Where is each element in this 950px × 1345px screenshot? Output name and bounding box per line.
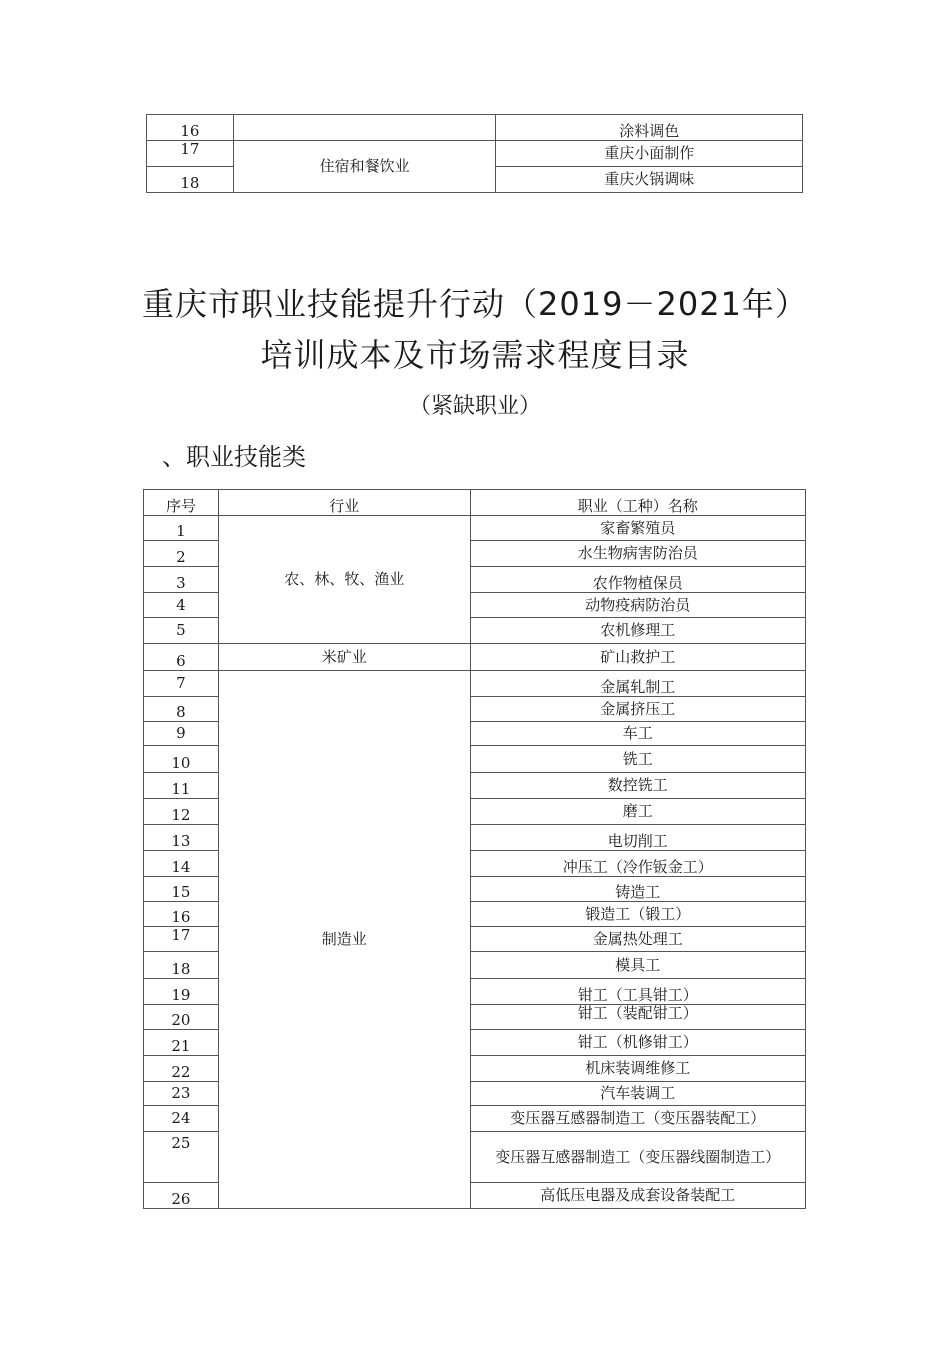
job-name: 变压器互感器制造工（变压器装配工） (470, 1106, 806, 1132)
row-number: 16 (144, 902, 219, 927)
job-name: 金属挤压工 (470, 697, 806, 722)
row-number: 21 (144, 1030, 219, 1056)
row-number: 16 (147, 115, 234, 141)
job-name: 磨工 (470, 799, 806, 825)
table-row (147, 141, 803, 167)
row-number: 17 (144, 927, 219, 952)
row-number: 5 (144, 618, 219, 644)
job-name: 家畜繁殖员 (470, 516, 806, 541)
row-number: 18 (144, 952, 219, 979)
table-header-row (144, 490, 806, 516)
job-name: 重庆小面制作 (496, 141, 803, 167)
industry-cell: 米矿业 (218, 644, 470, 671)
row-number: 18 (147, 167, 234, 193)
header-job: 职业（工种）名称 (470, 490, 806, 516)
job-name: 金属热处理工 (470, 927, 806, 952)
row-number: 9 (144, 722, 219, 746)
job-name: 重庆火锅调味 (496, 167, 803, 193)
job-name: 变压器互感器制造工（变压器线圈制造工） (470, 1132, 806, 1183)
table-row (144, 516, 806, 541)
header-industry: 行业 (218, 490, 470, 516)
job-name: 冲压工（冷作钣金工） (470, 851, 806, 877)
job-name: 模具工 (470, 952, 806, 979)
industry-cell: 制造业 (218, 671, 470, 1209)
job-name: 动物疫病防治员 (470, 593, 806, 618)
row-number: 6 (144, 644, 219, 671)
top-table (146, 114, 803, 193)
job-name: 农作物植保员 (470, 567, 806, 593)
row-number: 13 (144, 825, 219, 851)
job-name: 矿山救护工 (470, 644, 806, 671)
job-name: 数控铣工 (470, 773, 806, 799)
job-name: 电切削工 (470, 825, 806, 851)
row-number: 10 (144, 746, 219, 773)
document-subtitle: （紧缺职业） (408, 394, 541, 419)
row-number: 3 (144, 567, 219, 593)
job-name: 铣工 (470, 746, 806, 773)
job-name: 水生物病害防治员 (470, 541, 806, 567)
row-number: 20 (144, 1005, 219, 1030)
table-row (144, 644, 806, 671)
job-name: 高低压电器及成套设备装配工 (470, 1183, 806, 1209)
job-name: 钳工（装配钳工） (470, 1005, 806, 1030)
row-number: 23 (144, 1082, 219, 1106)
row-number: 19 (144, 979, 219, 1005)
row-number: 14 (144, 851, 219, 877)
job-name: 钳工（工具钳工） (470, 979, 806, 1005)
row-number: 26 (144, 1183, 219, 1209)
table-row (144, 671, 806, 697)
document-title: 重庆市职业技能提升行动（2019－2021年） (142, 285, 808, 323)
job-name: 汽车装调工 (470, 1082, 806, 1106)
occupation-table (143, 489, 806, 1209)
job-name: 机床装调维修工 (470, 1056, 806, 1082)
job-name: 涂料调色 (496, 115, 803, 141)
row-number: 12 (144, 799, 219, 825)
job-name: 农机修理工 (470, 618, 806, 644)
section-heading: 、职业技能类 (162, 443, 306, 471)
job-name: 铸造工 (470, 877, 806, 902)
row-number: 4 (144, 593, 219, 618)
header-number: 序号 (144, 490, 219, 516)
row-number: 8 (144, 697, 219, 722)
job-name: 钳工（机修钳工） (470, 1030, 806, 1056)
table-row (147, 115, 803, 141)
industry-cell: 住宿和餐饮业 (233, 141, 496, 193)
row-number: 22 (144, 1056, 219, 1082)
row-number: 15 (144, 877, 219, 902)
row-number: 24 (144, 1106, 219, 1132)
row-number: 25 (144, 1132, 219, 1183)
job-name: 车工 (470, 722, 806, 746)
row-number: 11 (144, 773, 219, 799)
document-title-line2: 培训成本及市场需求程度目录 (260, 336, 690, 374)
row-number: 1 (144, 516, 219, 541)
job-name: 金属轧制工 (470, 671, 806, 697)
row-number: 17 (147, 141, 234, 167)
industry-cell (233, 115, 496, 141)
industry-cell: 农、林、牧、渔业 (218, 516, 470, 644)
job-name: 锻造工（锻工） (470, 902, 806, 927)
row-number: 7 (144, 671, 219, 697)
row-number: 2 (144, 541, 219, 567)
